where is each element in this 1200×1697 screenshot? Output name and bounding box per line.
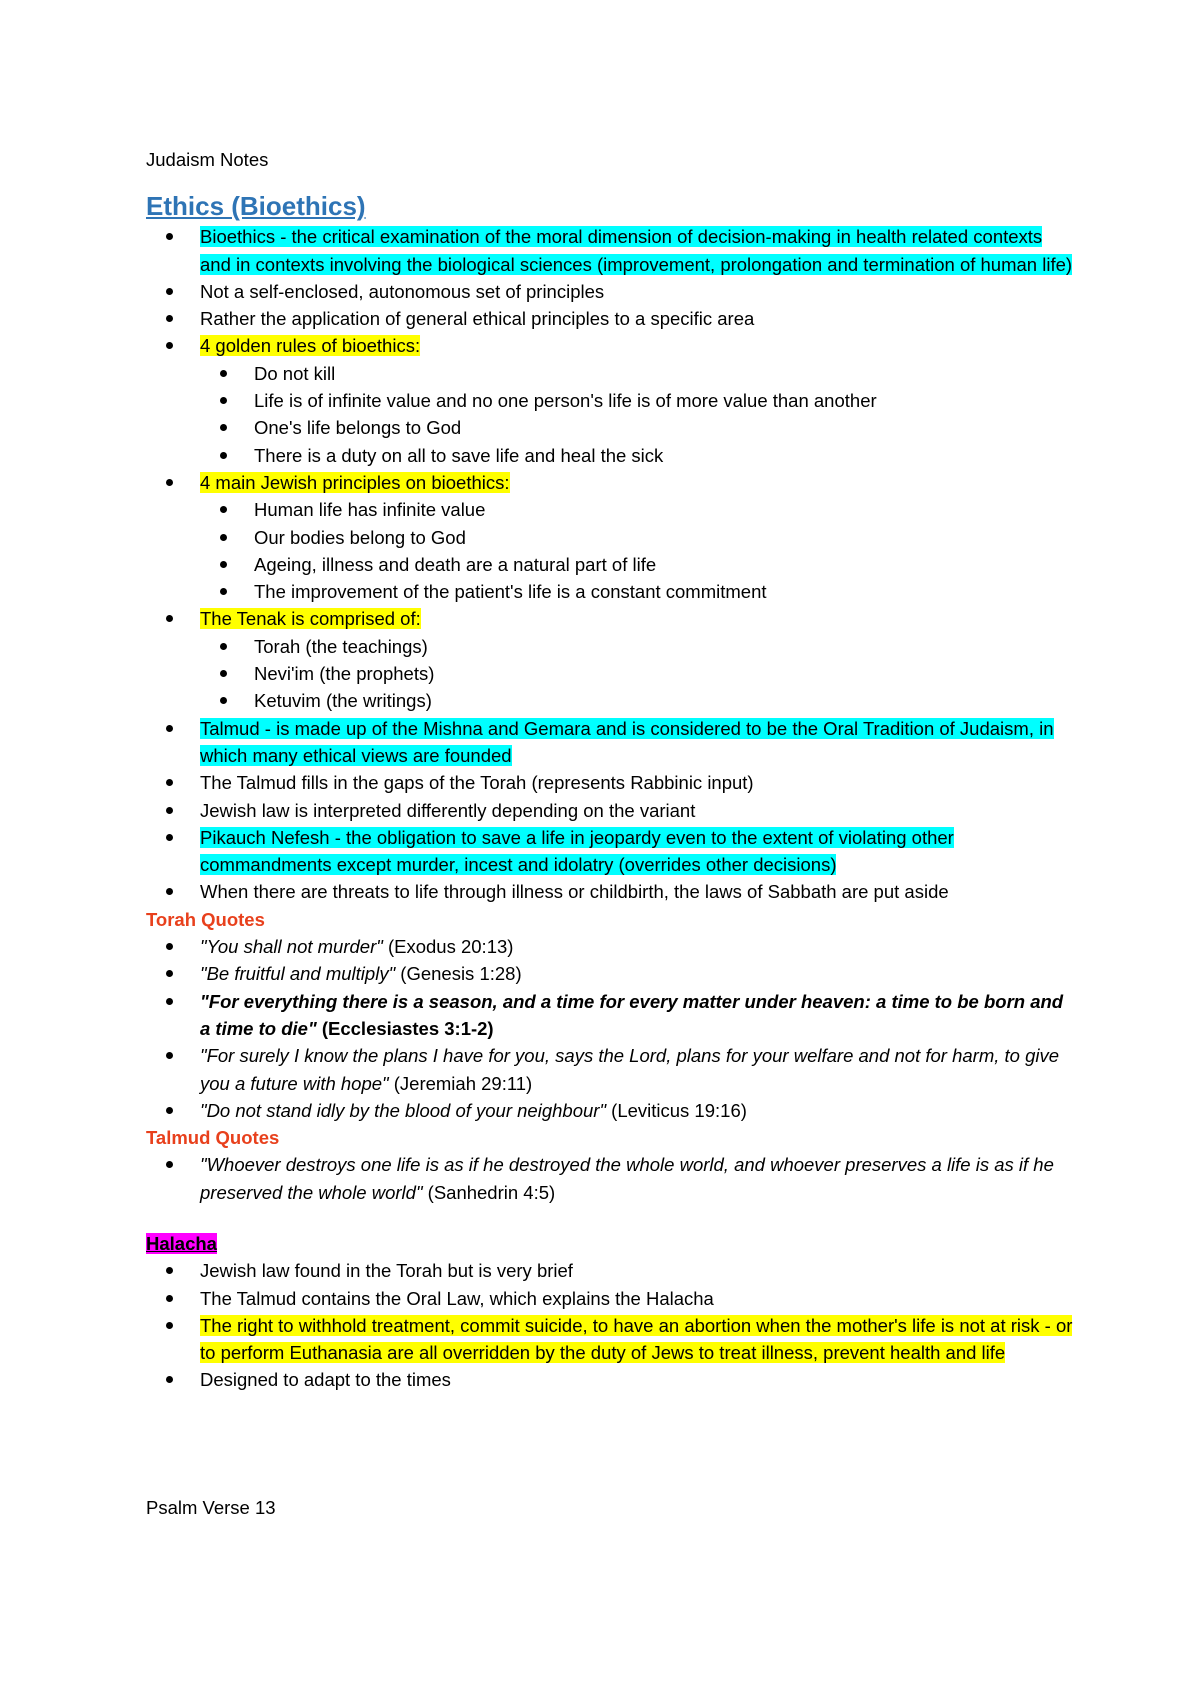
list-item-text: The Talmud contains the Oral Law, which explains the Halacha	[200, 1287, 714, 1309]
ethics-list-continued	[146, 605, 1076, 632]
list-item-text: Ageing, illness and death are a natural part of life	[254, 553, 657, 575]
halacha-heading	[146, 1230, 1076, 1257]
footer-text: Psalm Verse 13	[146, 1497, 276, 1518]
bullet-icon	[220, 452, 227, 459]
list-item	[146, 414, 1076, 441]
list-item	[146, 988, 1076, 1043]
list-item	[146, 824, 1076, 879]
list-item	[146, 578, 1076, 605]
list-item-text: Our bodies belong to God	[254, 526, 466, 548]
tenak-list	[146, 633, 1076, 715]
list-item	[146, 960, 1076, 987]
list-item	[146, 551, 1076, 578]
bioethics-definition: Bioethics - the critical examination of the moral dimension of decision-making in health related contexts and in contexts involving the biological sciences (improvement, prolongation and termination of human life)	[200, 226, 1073, 275]
bullet-icon	[166, 233, 173, 240]
quote-text: "Be fruitful and multiply"	[200, 963, 396, 985]
talmud-definition: Talmud - is made up of the Mishna and Gemara and is considered to be the Oral Tradition of Judaism, in which many ethical views are founded	[200, 717, 1054, 766]
list-item	[146, 469, 1076, 496]
list-item	[146, 1366, 1076, 1393]
list-item-text: When there are threats to life through illness or childbirth, the laws of Sabbath are put aside	[200, 881, 949, 903]
bullet-icon	[166, 1107, 173, 1114]
bullet-icon	[220, 534, 227, 541]
tenak-heading: The Tenak is comprised of:	[200, 608, 421, 630]
list-item	[146, 769, 1076, 796]
list-item	[146, 933, 1076, 960]
bullet-icon	[166, 998, 173, 1005]
torah-quotes-heading: Torah Quotes	[146, 908, 265, 930]
bullet-icon	[166, 1161, 173, 1168]
list-item	[146, 305, 1076, 332]
ethics-list-continued	[146, 715, 1076, 906]
list-item	[146, 1097, 1076, 1124]
list-item-text: Jewish law is interpreted differently depending on the variant	[200, 799, 696, 821]
torah-quotes-list	[146, 933, 1076, 1124]
quote-text: "For surely I know the plans I have for you, says the Lord, plans for your welfare and not for harm, to give you a future with hope"	[200, 1045, 1060, 1094]
list-item	[146, 524, 1076, 551]
list-item	[146, 605, 1076, 632]
bullet-icon	[220, 588, 227, 595]
pikauch-nefesh-definition: Pikauch Nefesh - the obligation to save a life in jeopardy even to the extent of violating other commandments except murder, incest and idolatry (overrides other decisions)	[200, 826, 954, 876]
bullet-icon	[220, 506, 227, 513]
bullet-icon	[166, 342, 173, 349]
halacha-heading-text: Halacha	[146, 1232, 217, 1254]
list-item	[146, 1151, 1076, 1206]
list-item	[146, 360, 1076, 387]
list-item-text: Jewish law found in the Torah but is very brief	[200, 1260, 573, 1282]
bullet-icon	[220, 697, 227, 704]
bullet-icon	[166, 315, 173, 322]
quote-text: "You shall not murder"	[200, 936, 383, 958]
list-item-text: The Talmud fills in the gaps of the Torah (represents Rabbinic input)	[200, 772, 754, 794]
bullet-icon	[166, 970, 173, 977]
list-item-text: There is a duty on all to save life and heal the sick	[254, 444, 664, 466]
list-item	[146, 1257, 1076, 1284]
golden-rules-heading: 4 golden rules of bioethics:	[200, 335, 421, 357]
bullet-icon	[166, 1295, 173, 1302]
talmud-quotes-list	[146, 1151, 1076, 1206]
list-item-text: Torah (the teachings)	[254, 635, 428, 657]
bullet-icon	[166, 1052, 173, 1059]
bullet-icon	[166, 1376, 173, 1383]
quote-text: "Whoever destroys one life is as if he destroyed the whole world, and whoever preserves a life is as if he preserved the whole world"	[200, 1154, 1054, 1203]
bullet-icon	[166, 1322, 173, 1329]
list-item-text: Designed to adapt to the times	[200, 1369, 451, 1391]
document-title: Judaism Notes	[146, 149, 269, 170]
list-item	[146, 687, 1076, 714]
golden-rules-list	[146, 360, 1076, 469]
quote-reference: (Exodus 20:13)	[382, 936, 514, 958]
list-item	[146, 878, 1076, 905]
bullet-icon	[166, 807, 173, 814]
list-item-text: One's life belongs to God	[254, 417, 462, 439]
talmud-quotes-heading: Talmud Quotes	[146, 1127, 280, 1149]
principles-heading: 4 main Jewish principles on bioethics:	[200, 471, 510, 493]
list-item	[146, 442, 1076, 469]
halacha-list	[146, 1257, 1076, 1393]
quote-reference: (Ecclesiastes 3:1-2)	[316, 1017, 494, 1039]
bullet-icon	[166, 1267, 173, 1274]
bullet-icon	[166, 479, 173, 486]
principles-list	[146, 496, 1076, 605]
list-item	[146, 1042, 1076, 1097]
ethics-list-continued	[146, 469, 1076, 496]
bullet-icon	[220, 397, 227, 404]
quote-text: "Do not stand idly by the blood of your neighbour"	[200, 1099, 607, 1121]
bullet-icon	[166, 779, 173, 786]
bullet-icon	[166, 943, 173, 950]
quote-reference: (Jeremiah 29:11)	[388, 1072, 533, 1094]
list-item-text: Life is of infinite value and no one person's life is of more value than another	[254, 390, 877, 412]
list-item	[146, 715, 1076, 770]
list-item-text: Do not kill	[254, 362, 336, 384]
bullet-icon	[220, 561, 227, 568]
list-item	[146, 633, 1076, 660]
bullet-icon	[220, 670, 227, 677]
bullet-icon	[220, 424, 227, 431]
list-item-text: Ketuvim (the writings)	[254, 690, 432, 712]
list-item-text: Not a self-enclosed, autonomous set of principles	[200, 280, 605, 302]
quote-reference: (Leviticus 19:16)	[606, 1099, 747, 1121]
list-item	[146, 278, 1076, 305]
list-item	[146, 387, 1076, 414]
bullet-icon	[220, 370, 227, 377]
bullet-icon	[166, 834, 173, 841]
quote-text: "For everything there is a season, and a time for every matter under heaven: a time to be born and a time to die"	[200, 990, 1064, 1039]
bullet-icon	[220, 643, 227, 650]
quote-reference: (Sanhedrin 4:5)	[422, 1181, 556, 1203]
list-item-text: The improvement of the patient's life is a constant commitment	[254, 581, 767, 603]
list-item	[146, 223, 1076, 278]
list-item	[146, 660, 1076, 687]
list-item	[146, 496, 1076, 523]
bullet-icon	[166, 615, 173, 622]
list-item	[146, 332, 1076, 359]
document-body	[146, 146, 1076, 1394]
bullet-icon	[166, 888, 173, 895]
list-item-text: Nevi'im (the prophets)	[254, 663, 435, 685]
list-item-text: Rather the application of general ethical principles to a specific area	[200, 308, 755, 330]
bullet-icon	[166, 725, 173, 732]
list-item	[146, 797, 1076, 824]
list-item	[146, 1285, 1076, 1312]
bullet-icon	[166, 288, 173, 295]
ethics-list	[146, 223, 1076, 359]
quote-reference: (Genesis 1:28)	[395, 963, 522, 985]
list-item	[146, 1312, 1076, 1367]
halacha-overridden-rights: The right to withhold treatment, commit suicide, to have an abortion when the mother's life is not at risk - or to perform Euthanasia are all overridden by the duty of Jews to treat illness, prevent health and life	[200, 1314, 1073, 1364]
list-item-text: Human life has infinite value	[254, 499, 486, 521]
ethics-heading: Ethics (Bioethics)	[146, 191, 366, 222]
